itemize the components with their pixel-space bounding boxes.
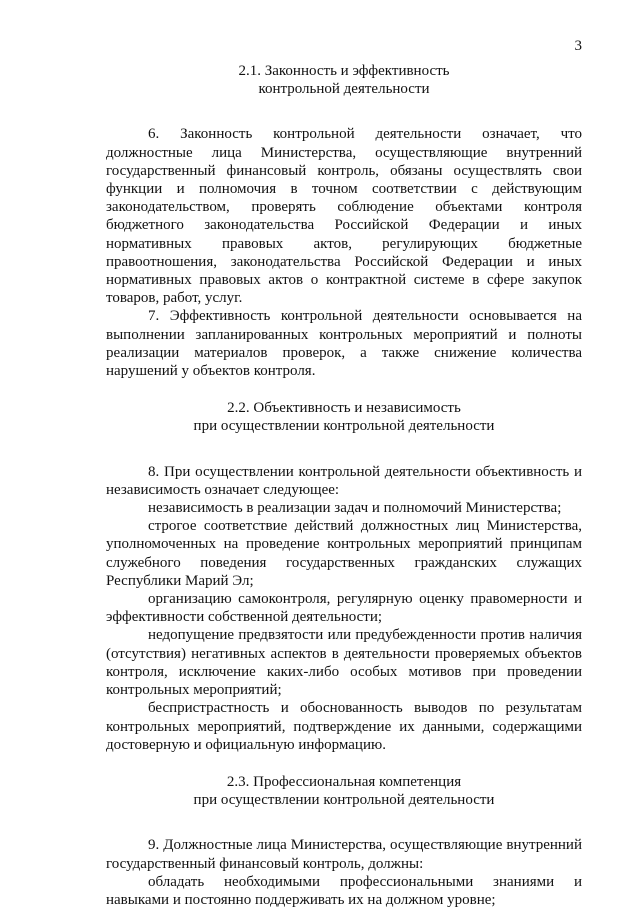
section-legality <box>106 62 582 380</box>
section-competence <box>106 773 582 909</box>
paragraph: 8. При осуществлении контрольной деятельности объективность и независимость означает следующее: <box>106 463 582 498</box>
paragraph: 7. Эффективность контрольной деятельности основывается на выполнении запланированных контрольных мероприятий и полноты реализации материалов проверок, а также снижение количества нарушений у объектов контроля. <box>106 308 582 380</box>
section-heading-line: 2.2. Объективность и независимость <box>227 400 461 417</box>
list-item: обладать необходимыми профессиональными знаниями и навыками и постоянно поддерживать их на должном уровне; <box>106 873 582 908</box>
list-item: недопущение предвзятости или предубежденности против наличия (отсутствия) негативных аспектов в деятельности проверяемых объектов контроля, исключение каких-либо особых мотивов при проведении контрольных мероприятий; <box>106 627 582 699</box>
section-heading-line: 2.3. Профессиональная компетенция <box>226 773 462 790</box>
list-item: беспристрастность и обоснованность выводов по результатам контрольных мероприятий, подтверждение их данными, содержащими достоверную и официальную информацию. <box>106 700 582 753</box>
list-item: независимость в реализации задач и полномочий Министерства; <box>148 500 562 517</box>
section-heading-line: контрольной деятельности <box>258 81 430 98</box>
list-item: организацию самоконтроля, регулярную оценку правомерности и эффективности собственной деятельности; <box>106 591 582 626</box>
paragraph: 6. Законность контрольной деятельности означает, что должностные лица Министерства, осуществляющие внутренний государственный финансовый контроль, обязаны осуществлять свои функции и полномочия в точном соответствии с действующим законодательством, проверять соблюдение объектами контроля бюджетного законодательства Российской Федерации и иных нормативных правовых актов, регулирующих бюджетные правоотношения, законодательства Российской Федерации и иных нормативных правовых актов о контрактной системе в сфере закупок товаров, работ, услуг. <box>106 126 582 307</box>
section-objectivity <box>106 399 582 754</box>
section-heading-line: 2.1. Законность и эффективность <box>238 63 450 79</box>
section-heading-line: при осуществлении контрольной деятельности <box>193 418 495 435</box>
paragraph: 9. Должностные лица Министерства, осуществляющие внутренний государственный финансовый контроль, должны: <box>106 837 582 872</box>
list-item: строгое соответствие действий должностных лиц Министерства, уполномоченных на проведение контрольных мероприятий принципам служебного поведения государственных гражданских служащих Республики Марий Эл; <box>106 518 582 589</box>
page-number: 3 <box>574 38 582 54</box>
document-body <box>106 62 582 909</box>
section-heading-line: при осуществлении контрольной деятельности <box>193 792 495 809</box>
